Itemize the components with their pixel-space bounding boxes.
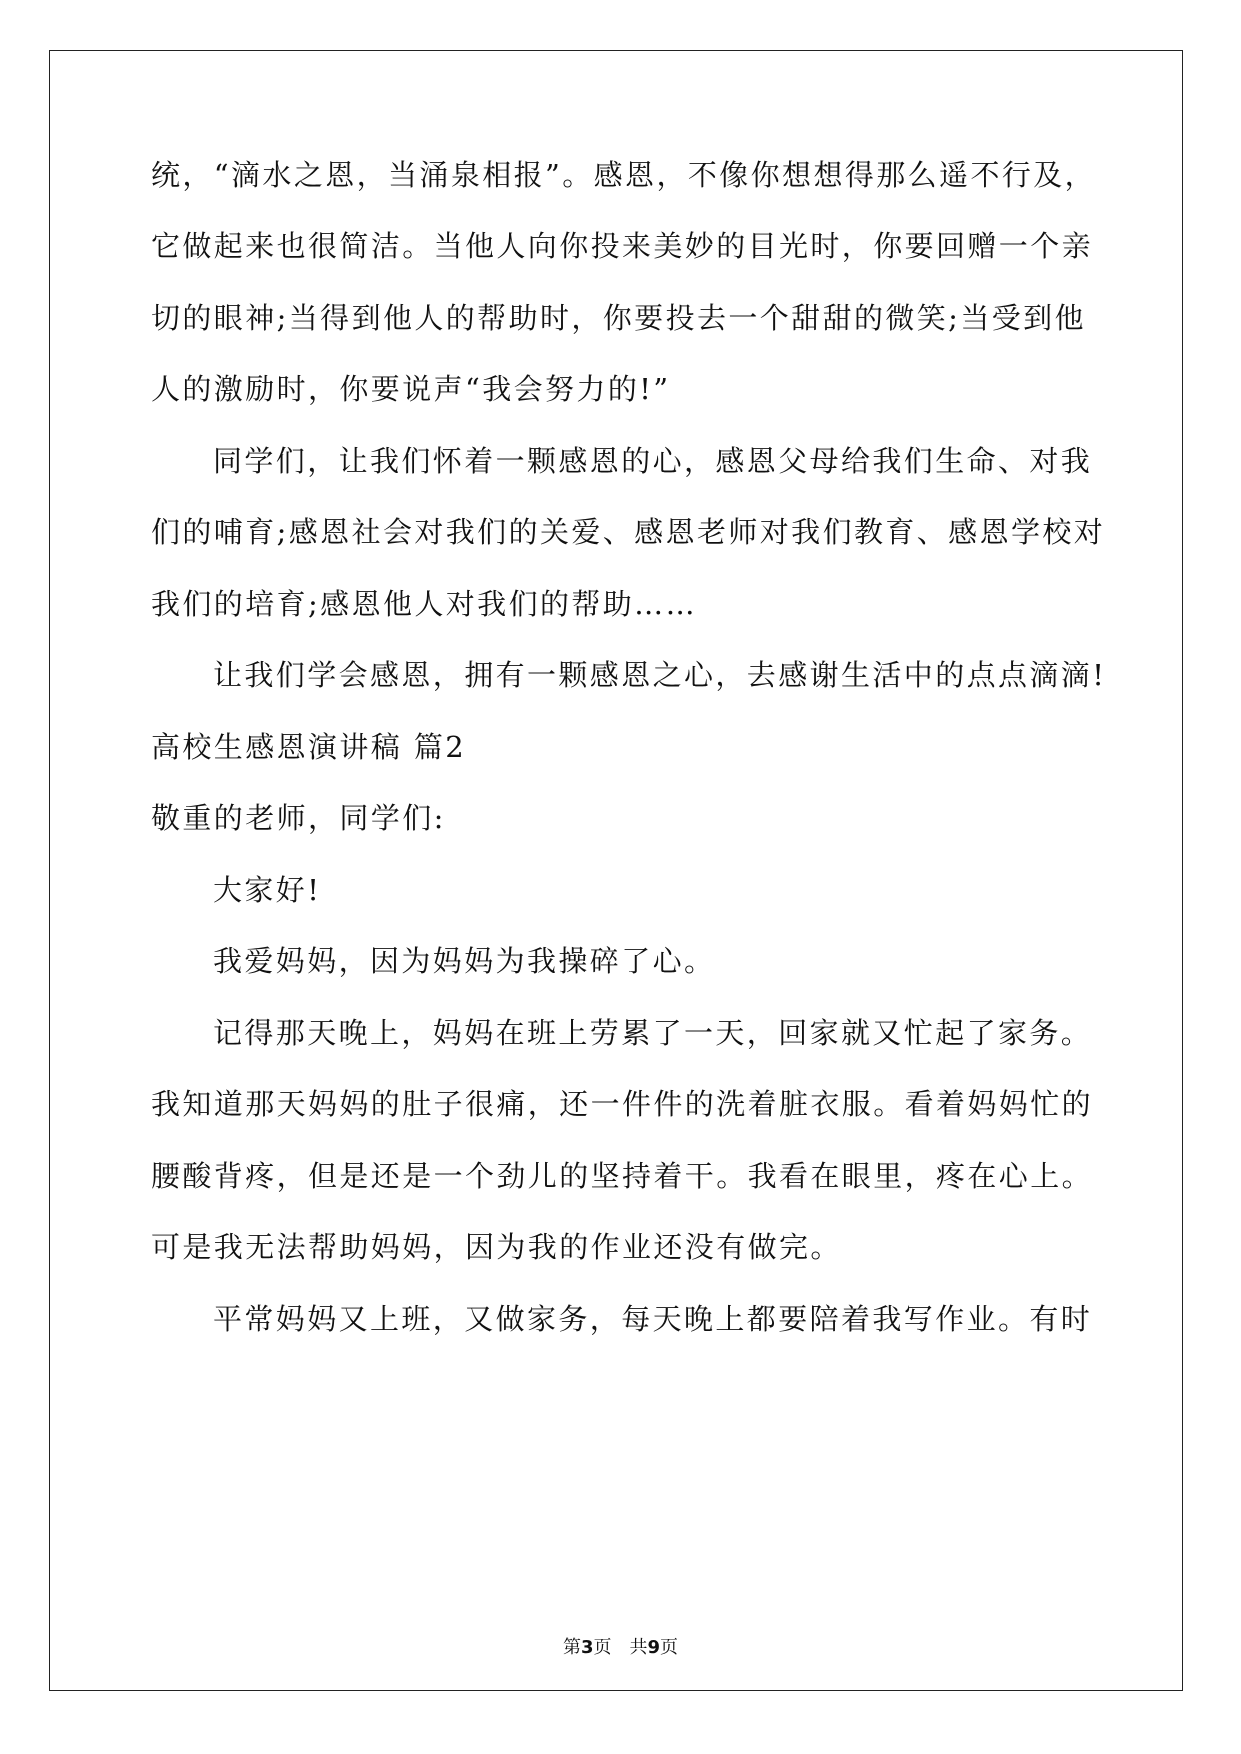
footer-total-suffix: 页 xyxy=(660,1637,679,1658)
footer-page-prefix: 第 xyxy=(562,1637,581,1658)
section-heading: 高校生感恩演讲稿 篇2 xyxy=(151,730,467,764)
paragraph-start: 同学们，让我们怀着一颗感恩的心，感恩父母给我们生命、对我 xyxy=(213,444,1093,478)
text-line: 统，“滴水之恩，当涌泉相报”。感恩，不像你想想得那么遥不行及， xyxy=(151,158,1097,192)
paragraph-start: 让我们学会感恩，拥有一颗感恩之心，去感谢生活中的点点滴滴! xyxy=(213,658,1107,692)
page-footer xyxy=(0,1633,1241,1659)
text-line: 它做起来也很简洁。当他人向你投来美妙的目光时，你要回赠一个亲 xyxy=(151,229,1094,263)
salutation: 敬重的老师，同学们: xyxy=(151,801,446,835)
footer-page-mid: 页 xyxy=(593,1637,612,1658)
footer-page-total: 9 xyxy=(647,1637,661,1658)
greeting: 大家好! xyxy=(213,873,322,907)
text-line: 人的激励时，你要说声“我会努力的!” xyxy=(151,372,671,406)
paragraph-start: 记得那天晚上，妈妈在班上劳累了一天，回家就又忙起了家务。 xyxy=(213,1016,1093,1050)
footer-total-prefix: 共 xyxy=(629,1637,648,1658)
paragraph-start: 平常妈妈又上班，又做家务，每天晚上都要陪着我写作业。有时 xyxy=(213,1302,1093,1336)
text-line: 我们的培育;感恩他人对我们的帮助…… xyxy=(151,587,697,621)
text-line: 可是我无法帮助妈妈，因为我的作业还没有做完。 xyxy=(151,1230,842,1264)
footer-page-current: 3 xyxy=(580,1637,594,1658)
text-line: 们的哺育;感恩社会对我们的关爱、感恩老师对我们教育、感恩学校对 xyxy=(151,515,1106,549)
text-line: 切的眼神;当得到他人的帮助时，你要投去一个甜甜的微笑;当受到他 xyxy=(151,301,1086,335)
page-border xyxy=(49,50,1183,1691)
text-line: 腰酸背疼，但是还是一个劲儿的坚持着干。我看在眼里，疼在心上。 xyxy=(151,1159,1094,1193)
text-line: 我知道那天妈妈的肚子很痛，还一件件的洗着脏衣服。看着妈妈忙的 xyxy=(151,1087,1094,1121)
paragraph-start: 我爱妈妈，因为妈妈为我操碎了心。 xyxy=(213,944,716,978)
